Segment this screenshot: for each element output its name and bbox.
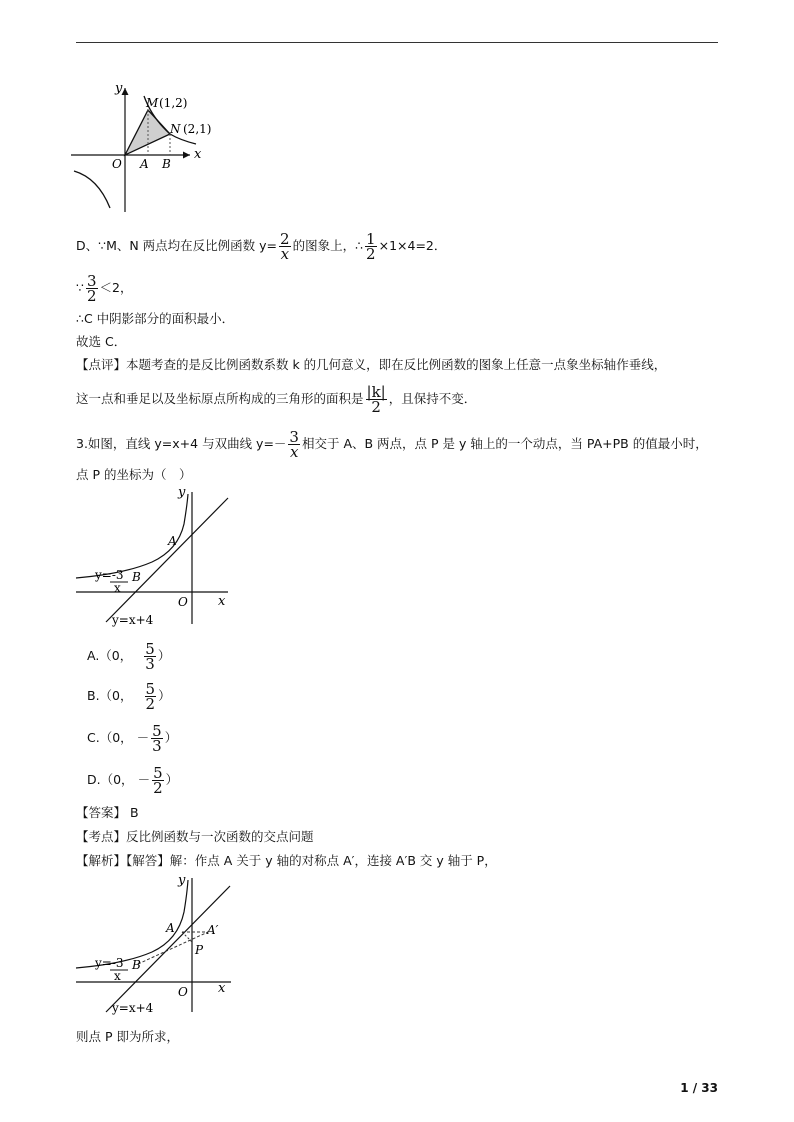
figure-reflection	[66, 872, 241, 1017]
label-hyperbola-den: x	[114, 581, 121, 595]
shaded-triangle	[125, 110, 170, 155]
label-m: M	[146, 96, 159, 110]
label-b: B	[132, 570, 141, 584]
header-rule	[76, 42, 718, 43]
figure-line-hyperbola	[66, 484, 236, 629]
line-y-x-4	[106, 886, 230, 1012]
label-m-coord: (1,2)	[159, 96, 188, 110]
label-o: O	[178, 595, 188, 609]
label-o: O	[178, 985, 188, 999]
analysis: 【解析】【解答】解：作点 A 关于 y 轴的对称点 A′，连接 A′B 交 y 轴于 P，	[76, 853, 497, 868]
line-y-x-4	[106, 498, 228, 622]
label-y: y	[178, 873, 186, 888]
para-therefore: ∴C 中阴影部分的面积最小．	[76, 311, 235, 326]
label-a: A	[140, 157, 149, 171]
label-y: y	[115, 81, 123, 96]
label-b: B	[162, 157, 171, 171]
label-a: A	[166, 921, 175, 935]
label-a: A	[168, 534, 177, 548]
label-p: P	[195, 943, 204, 957]
label-y: y	[178, 485, 186, 500]
label-hyperbola-den: x	[114, 969, 121, 983]
label-line: y=x+4	[112, 1001, 154, 1015]
para-because: ∵ $\frac{3}{2}$ ＜2，	[76, 272, 133, 305]
para-review-2: 这一点和垂足以及坐标原点所构成的三角形的面积是 $\frac{|k|}{2}$ ，且保持不变．	[76, 383, 477, 416]
label-b: B	[132, 958, 141, 972]
option-b: B.（0， $\frac{5}{2}$ ）	[87, 680, 171, 713]
conclusion: 则点 P 即为所求，	[76, 1029, 179, 1044]
label-o: O	[112, 157, 122, 171]
label-a-prime: A′	[207, 923, 219, 937]
question-3-line2: 点 P 的坐标为（ ）	[76, 467, 192, 482]
kaodian: 【考点】反比例函数与一次函数的交点问题	[76, 829, 314, 844]
hyperbola-branch-3	[74, 171, 110, 208]
label-x: x	[194, 147, 202, 162]
label-hyperbola: y=-3	[95, 568, 124, 582]
figure-inverse-triangle	[66, 78, 226, 218]
option-a: A.（0， $\frac{5}{3}$ ）	[87, 640, 171, 673]
label-x: x	[218, 981, 226, 996]
option-c: C.（0， － $\frac{5}{3}$ ）	[87, 722, 178, 755]
question-3-line1: 3.如图，直线 y=x+4 与双曲线 y=－ $\frac{3}{x}$ 相交于 A、B 两点，点 P 是 y 轴上的一个动点，当 PA+PB 的值最小时，	[76, 428, 708, 461]
option-d: D.（0， － $\frac{5}{2}$ ）	[87, 764, 179, 797]
label-n-coord: (2,1)	[183, 122, 212, 136]
para-choose: 故选 C．	[76, 334, 127, 349]
label-x: x	[218, 594, 226, 609]
label-line: y=x+4	[112, 613, 154, 627]
page-number: 1 / 33	[680, 1081, 718, 1095]
para-d: D、∵M、N 两点均在反比例函数 y= $\frac{2}{x}$ 的图象上，∴ $\frac{1}{2}$ ×1×4=2．	[76, 230, 447, 263]
label-hyperbola: y=-3	[95, 956, 124, 970]
para-review-1: 【点评】本题考查的是反比例函数系数 k 的几何意义，即在反比例函数的图象上任意一点象坐标轴作垂线，	[76, 357, 667, 372]
label-n: N	[170, 122, 181, 136]
answer: 【答案】 B	[76, 805, 139, 820]
